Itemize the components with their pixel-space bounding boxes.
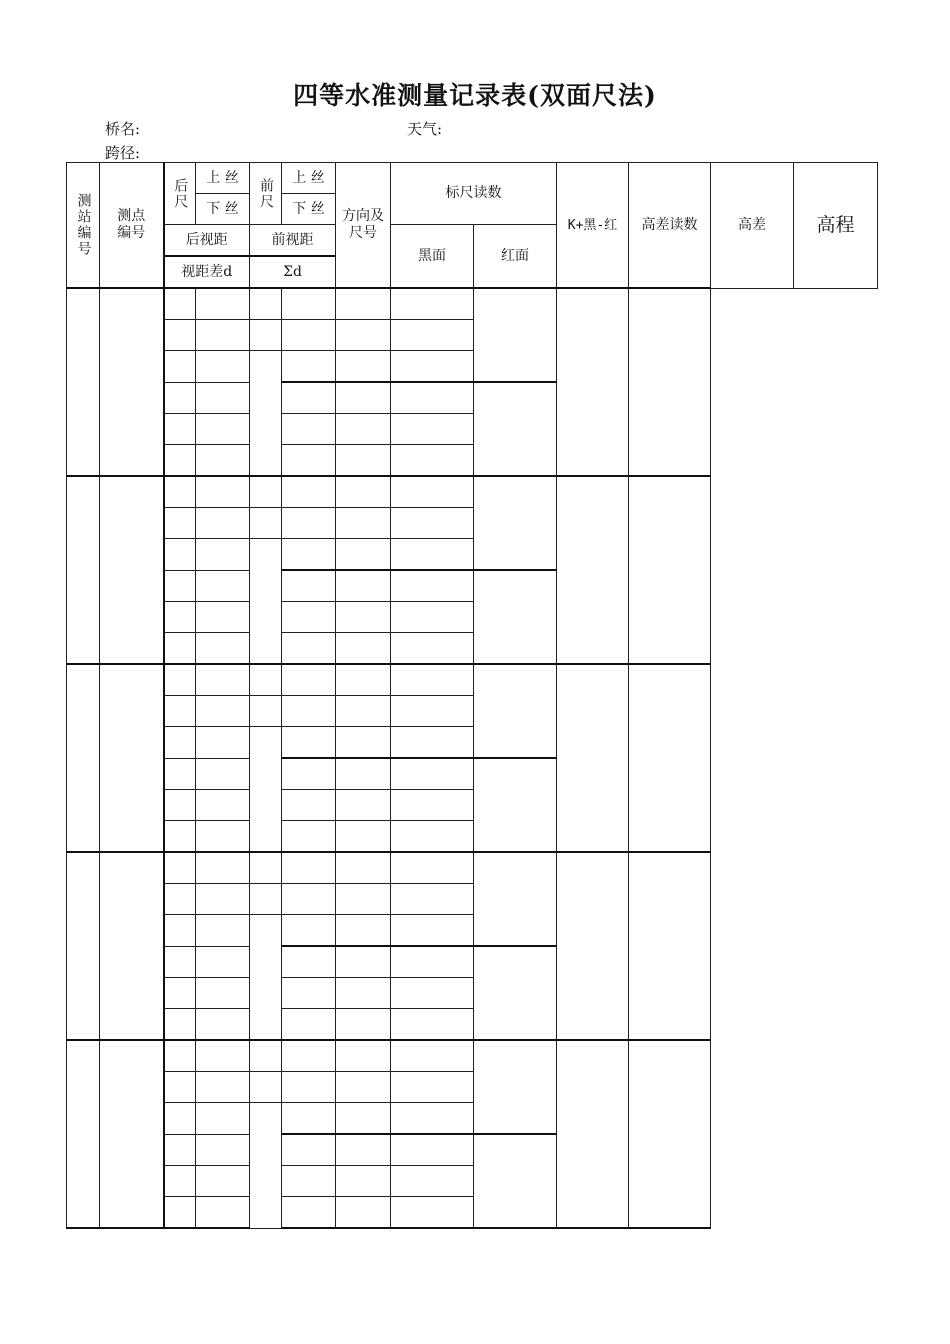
header-back-sight: 后视距 [164,225,250,257]
k-check-cell[interactable] [391,1134,474,1166]
header-elevation: 高程 [794,163,878,289]
header-red: 红面 [474,225,557,289]
k-check-cell[interactable] [391,351,474,383]
front-reading-cell[interactable] [196,602,250,633]
k-check-cell[interactable] [391,727,474,759]
height-diff-cell[interactable] [557,1040,629,1228]
front-reading-cell[interactable] [196,821,250,853]
k-check-cell[interactable] [391,884,474,915]
table-row [67,633,878,665]
k-check-cell[interactable] [391,382,474,414]
table-row [67,915,878,947]
black-face-cell[interactable] [282,382,336,414]
station-number-cell[interactable] [67,852,100,1040]
front-reading-cell[interactable] [196,633,250,665]
red-face-cell[interactable] [336,1197,391,1229]
front-reading-cell[interactable] [196,508,250,539]
red-face-cell[interactable] [336,727,391,759]
red-face-cell[interactable] [336,570,391,602]
header-height-diff: 高差 [711,163,794,289]
header-black: 黑面 [391,225,474,289]
weather-label: 天气: [407,120,443,138]
back-reading-cell[interactable] [164,852,196,884]
back-reading-cell[interactable] [164,351,196,383]
k-check-cell[interactable] [391,1103,474,1135]
red-face-cell[interactable] [336,696,391,727]
red-face-cell[interactable] [336,1103,391,1135]
front-reading-cell[interactable] [196,664,250,696]
direction-cell[interactable] [250,1040,282,1072]
direction-cell[interactable] [250,351,282,477]
k-check-cell[interactable] [391,1197,474,1229]
table-row [67,727,878,759]
table-row [67,414,878,445]
front-reading-cell[interactable] [196,288,250,320]
k-check-cell[interactable] [391,476,474,508]
header-front-upper-wire: 上 丝 [282,163,336,194]
k-check-cell[interactable] [391,570,474,602]
header-staff-reading: 标尺读数 [391,163,557,225]
k-check-cell[interactable] [391,978,474,1009]
back-reading-cell[interactable] [164,1103,196,1135]
red-face-cell[interactable] [336,539,391,571]
height-diff-reading-cell[interactable] [474,382,557,476]
station-number-cell[interactable] [67,1040,100,1228]
table-row [67,1103,878,1135]
k-check-cell[interactable] [391,790,474,821]
back-reading-cell[interactable] [164,946,196,978]
black-face-cell[interactable] [282,790,336,821]
front-reading-cell[interactable] [196,570,250,602]
header-back-staff: 后尺 [164,163,196,225]
black-face-cell[interactable] [282,1166,336,1197]
back-reading-cell[interactable] [164,758,196,790]
front-reading-cell[interactable] [196,946,250,978]
back-reading-cell[interactable] [164,633,196,665]
table-row [67,790,878,821]
front-reading-cell[interactable] [196,1134,250,1166]
black-face-cell[interactable] [282,414,336,445]
k-check-cell[interactable] [391,1040,474,1072]
point-number-cell[interactable] [100,288,164,476]
front-reading-cell[interactable] [196,758,250,790]
table-row [67,696,878,727]
back-reading-cell[interactable] [164,1009,196,1041]
height-diff-cell[interactable] [557,852,629,1040]
front-reading-cell[interactable] [196,414,250,445]
red-face-cell[interactable] [336,633,391,665]
k-check-cell[interactable] [391,602,474,633]
black-face-cell[interactable] [282,570,336,602]
leveling-record-table [66,162,878,1229]
black-face-cell[interactable] [282,884,336,915]
back-reading-cell[interactable] [164,602,196,633]
k-check-cell[interactable] [391,508,474,539]
front-reading-cell[interactable] [196,884,250,915]
red-face-cell[interactable] [336,1072,391,1103]
back-reading-cell[interactable] [164,727,196,759]
table-row [67,476,878,508]
station-number-cell[interactable] [67,476,100,664]
front-reading-cell[interactable] [196,1166,250,1197]
table-row [67,852,878,884]
direction-cell[interactable] [250,1103,282,1229]
back-reading-cell[interactable] [164,696,196,727]
span-label: 跨径: [105,144,141,162]
red-face-cell[interactable] [336,382,391,414]
red-face-cell[interactable] [336,758,391,790]
black-face-cell[interactable] [282,915,336,947]
header-sight-diff: 视距差d [164,256,250,288]
station-number-cell[interactable] [67,288,100,476]
table-row [67,1072,878,1103]
table-row [67,320,878,351]
table-row [67,508,878,539]
black-face-cell[interactable] [282,539,336,571]
black-face-cell[interactable] [282,727,336,759]
red-face-cell[interactable] [336,790,391,821]
table-row [67,1197,878,1229]
back-reading-cell[interactable] [164,414,196,445]
back-reading-cell[interactable] [164,445,196,477]
back-reading-cell[interactable] [164,915,196,947]
k-check-cell[interactable] [391,1009,474,1041]
direction-cell[interactable] [250,288,282,320]
height-diff-cell[interactable] [557,476,629,664]
black-face-cell[interactable] [282,664,336,696]
header-back-upper-wire: 上 丝 [196,163,250,194]
back-reading-cell[interactable] [164,884,196,915]
red-face-cell[interactable] [336,915,391,947]
front-reading-cell[interactable] [196,978,250,1009]
front-reading-cell[interactable] [196,1072,250,1103]
direction-cell[interactable] [250,664,282,696]
back-reading-cell[interactable] [164,1072,196,1103]
front-reading-cell[interactable] [196,1009,250,1041]
black-face-cell[interactable] [282,696,336,727]
red-face-cell[interactable] [336,852,391,884]
front-reading-cell[interactable] [196,539,250,571]
front-reading-cell[interactable] [196,351,250,383]
k-check-cell[interactable] [391,852,474,884]
black-face-cell[interactable] [282,1197,336,1229]
front-reading-cell[interactable] [196,382,250,414]
header-station-no: 测站编号 [67,163,100,289]
table-row [67,758,878,790]
front-reading-cell[interactable] [196,790,250,821]
direction-cell[interactable] [250,539,282,665]
back-reading-cell[interactable] [164,382,196,414]
front-reading-cell[interactable] [196,1103,250,1135]
bridge-name-label: 桥名: [105,120,141,138]
header-front-sight: 前视距 [250,225,336,257]
back-reading-cell[interactable] [164,288,196,320]
black-face-cell[interactable] [282,1134,336,1166]
direction-cell[interactable] [250,476,282,508]
front-reading-cell[interactable] [196,852,250,884]
black-face-cell[interactable] [282,978,336,1009]
red-face-cell[interactable] [336,288,391,320]
height-diff-reading-cell[interactable] [474,1134,557,1228]
k-check-cell[interactable] [391,1072,474,1103]
table-row [67,821,878,853]
front-reading-cell[interactable] [196,727,250,759]
elevation-cell[interactable] [629,288,711,476]
back-reading-cell[interactable] [164,821,196,853]
station-number-cell[interactable] [67,664,100,852]
elevation-cell[interactable] [629,664,711,852]
header-direction: 方向及尺号 [336,163,391,289]
table-row [67,570,878,602]
red-face-cell[interactable] [336,476,391,508]
k-check-cell[interactable] [391,320,474,351]
back-reading-cell[interactable] [164,1166,196,1197]
table-row [67,602,878,633]
header-back-lower-wire: 下 丝 [196,194,250,225]
height-diff-reading-cell[interactable] [474,288,557,382]
black-face-cell[interactable] [282,852,336,884]
k-check-cell[interactable] [391,758,474,790]
black-face-cell[interactable] [282,946,336,978]
table-row [67,1040,878,1072]
table-row [67,382,878,414]
height-diff-reading-cell[interactable] [474,852,557,946]
black-face-cell[interactable] [282,1072,336,1103]
table-row [67,539,878,571]
black-face-cell[interactable] [282,1103,336,1135]
red-face-cell[interactable] [336,978,391,1009]
direction-cell[interactable] [250,884,282,915]
table-row [67,664,878,696]
back-reading-cell[interactable] [164,570,196,602]
black-face-cell[interactable] [282,351,336,383]
front-reading-cell[interactable] [196,1040,250,1072]
height-diff-reading-cell[interactable] [474,1040,557,1134]
direction-cell[interactable] [250,915,282,1041]
header-sum-d: Σd [250,256,336,288]
header-height-diff-reading: 高差读数 [629,163,711,289]
red-face-cell[interactable] [336,351,391,383]
red-face-cell[interactable] [336,1009,391,1041]
black-face-cell[interactable] [282,445,336,477]
height-diff-reading-cell[interactable] [474,946,557,1040]
point-number-cell[interactable] [100,476,164,664]
back-reading-cell[interactable] [164,476,196,508]
red-face-cell[interactable] [336,1040,391,1072]
black-face-cell[interactable] [282,633,336,665]
table-row [67,1009,878,1041]
back-reading-cell[interactable] [164,790,196,821]
table-row [67,351,878,383]
front-reading-cell[interactable] [196,320,250,351]
direction-cell[interactable] [250,727,282,853]
page-title: 四等水准测量记录表(双面尺法) [293,81,657,110]
height-diff-reading-cell[interactable] [474,570,557,664]
k-check-cell[interactable] [391,664,474,696]
direction-cell[interactable] [250,1072,282,1103]
height-diff-reading-cell[interactable] [474,476,557,570]
black-face-cell[interactable] [282,476,336,508]
red-face-cell[interactable] [336,664,391,696]
red-face-cell[interactable] [336,445,391,477]
black-face-cell[interactable] [282,821,336,853]
red-face-cell[interactable] [336,602,391,633]
k-check-cell[interactable] [391,414,474,445]
direction-cell[interactable] [250,696,282,727]
k-check-cell[interactable] [391,696,474,727]
front-reading-cell[interactable] [196,476,250,508]
elevation-cell[interactable] [629,1040,711,1228]
table-row [67,445,878,477]
direction-cell[interactable] [250,508,282,539]
black-face-cell[interactable] [282,758,336,790]
header-k-check: K+黑-红 [557,163,629,289]
k-check-cell[interactable] [391,445,474,477]
k-check-cell[interactable] [391,1166,474,1197]
black-face-cell[interactable] [282,288,336,320]
back-reading-cell[interactable] [164,1134,196,1166]
height-diff-reading-cell[interactable] [474,664,557,758]
back-reading-cell[interactable] [164,539,196,571]
k-check-cell[interactable] [391,915,474,947]
point-number-cell[interactable] [100,852,164,1040]
direction-cell[interactable] [250,320,282,351]
header-front-lower-wire: 下 丝 [282,194,336,225]
red-face-cell[interactable] [336,946,391,978]
height-diff-cell[interactable] [557,288,629,476]
black-face-cell[interactable] [282,508,336,539]
red-face-cell[interactable] [336,1166,391,1197]
black-face-cell[interactable] [282,1009,336,1041]
red-face-cell[interactable] [336,414,391,445]
direction-cell[interactable] [250,852,282,884]
table-row [67,1134,878,1166]
black-face-cell[interactable] [282,320,336,351]
elevation-cell[interactable] [629,852,711,1040]
front-reading-cell[interactable] [196,696,250,727]
k-check-cell[interactable] [391,946,474,978]
back-reading-cell[interactable] [164,664,196,696]
k-check-cell[interactable] [391,633,474,665]
table-row [67,288,878,320]
red-face-cell[interactable] [336,320,391,351]
red-face-cell[interactable] [336,1134,391,1166]
red-face-cell[interactable] [336,821,391,853]
k-check-cell[interactable] [391,821,474,853]
back-reading-cell[interactable] [164,978,196,1009]
red-face-cell[interactable] [336,884,391,915]
front-reading-cell[interactable] [196,915,250,947]
height-diff-reading-cell[interactable] [474,758,557,852]
k-check-cell[interactable] [391,539,474,571]
back-reading-cell[interactable] [164,320,196,351]
back-reading-cell[interactable] [164,1197,196,1229]
back-reading-cell[interactable] [164,508,196,539]
black-face-cell[interactable] [282,602,336,633]
point-number-cell[interactable] [100,664,164,852]
back-reading-cell[interactable] [164,1040,196,1072]
header-front-staff: 前尺 [250,163,282,225]
elevation-cell[interactable] [629,476,711,664]
red-face-cell[interactable] [336,508,391,539]
k-check-cell[interactable] [391,288,474,320]
front-reading-cell[interactable] [196,1197,250,1229]
table-row [67,946,878,978]
table-row [67,1166,878,1197]
table-row [67,978,878,1009]
point-number-cell[interactable] [100,1040,164,1228]
height-diff-cell[interactable] [557,664,629,852]
front-reading-cell[interactable] [196,445,250,477]
black-face-cell[interactable] [282,1040,336,1072]
table-row [67,884,878,915]
header-point-no: 测点编号 [100,163,164,289]
